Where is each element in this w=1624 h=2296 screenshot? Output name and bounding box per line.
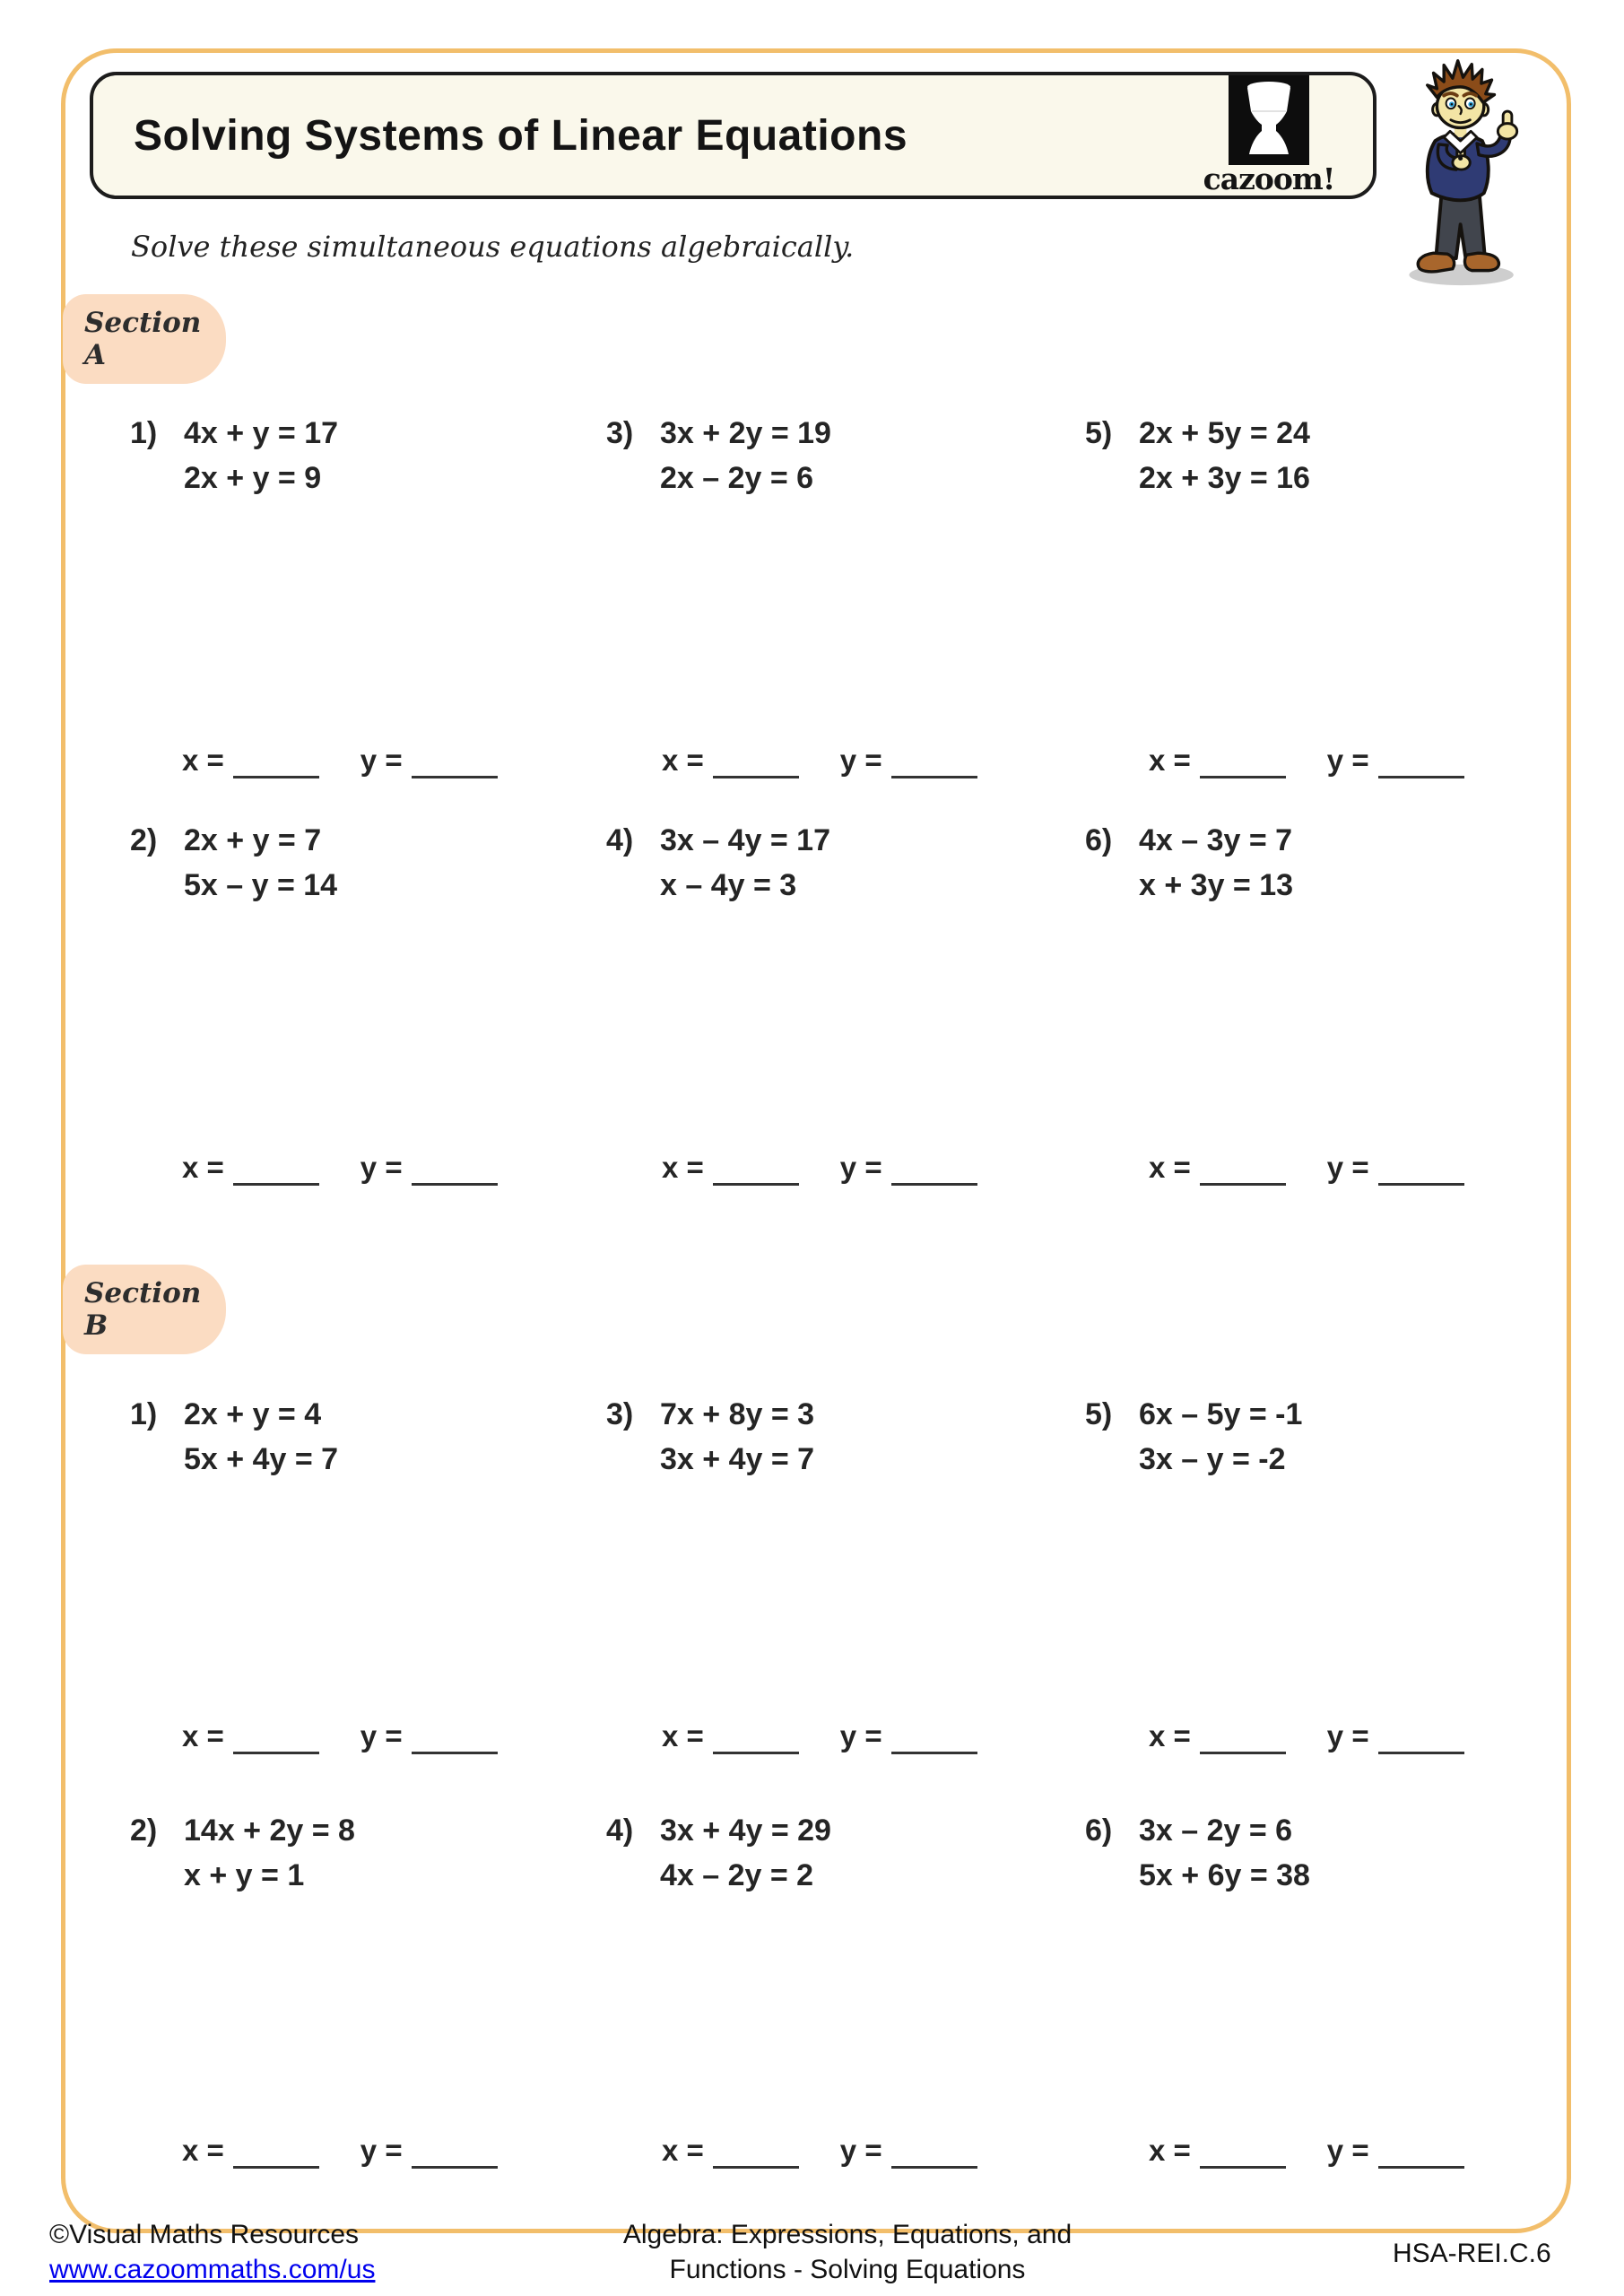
y-equals-label: y =	[1326, 1151, 1369, 1184]
answer-blank-x	[233, 1718, 319, 1754]
y-equals-label: y =	[360, 1719, 403, 1752]
answer-line-b2	[182, 2133, 498, 2169]
equations	[1139, 411, 1310, 500]
logo-text: cazoom!	[1203, 161, 1335, 196]
y-equals-label: y =	[360, 1151, 403, 1184]
problem-b5	[1085, 1392, 1302, 1482]
equation-line-1: 4x + y = 17	[184, 416, 339, 450]
equation-line-2: 5x – y = 14	[184, 868, 338, 902]
answer-blank-x	[713, 1150, 799, 1186]
y-equals-label: y =	[1326, 2134, 1369, 2167]
equation-line-1: 7x + 8y = 3	[660, 1397, 815, 1431]
answer-blank-x	[233, 2133, 319, 2169]
x-equals-label: x =	[182, 1719, 224, 1752]
y-equals-label: y =	[839, 744, 882, 777]
answer-blank-x	[233, 1150, 319, 1186]
problem-number: 5)	[1085, 416, 1113, 450]
answer-line-a6	[1149, 1150, 1464, 1186]
y-equals-label: y =	[1326, 744, 1369, 777]
answer-blank-x	[1200, 1150, 1286, 1186]
answer-blank-x	[713, 743, 799, 778]
answer-blank-y	[412, 743, 498, 778]
answer-line-b1	[182, 1718, 498, 1754]
answer-line-a2	[182, 1150, 498, 1186]
footer-left	[49, 2217, 375, 2287]
problem-b4	[606, 1808, 831, 1898]
answer-line-b4	[662, 2133, 977, 2169]
equations	[184, 411, 338, 500]
problem-number: 4)	[606, 1813, 634, 1848]
answer-blank-y	[1378, 1150, 1464, 1186]
website-link[interactable]: www.cazoommaths.com/us	[49, 2255, 376, 2284]
problem-b6	[1085, 1808, 1310, 1898]
x-equals-label: x =	[662, 1719, 704, 1752]
equations	[184, 818, 337, 908]
x-equals-label: x =	[182, 1151, 224, 1184]
x-equals-label: x =	[662, 2134, 704, 2167]
equation-line-2: x – 4y = 3	[660, 868, 797, 902]
equations	[660, 1392, 814, 1482]
answer-blank-y	[1378, 1718, 1464, 1754]
answer-line-a1	[182, 743, 498, 778]
cazoom-logo	[1188, 75, 1350, 196]
equations	[660, 1808, 831, 1898]
answer-blank-y	[891, 743, 977, 778]
y-equals-label: y =	[360, 2134, 403, 2167]
equation-line-2: 2x – 2y = 6	[660, 461, 814, 495]
equations	[184, 1392, 338, 1482]
problem-number: 3)	[606, 1397, 634, 1431]
problem-a4	[606, 818, 830, 908]
category-line-1: Algebra: Expressions, Equations, and	[622, 2220, 1073, 2249]
equations	[1139, 1392, 1302, 1482]
problem-number: 6)	[1085, 1813, 1113, 1848]
x-equals-label: x =	[182, 744, 224, 777]
copyright-text: ©Visual Maths Resources	[49, 2220, 360, 2249]
answer-blank-y	[412, 1150, 498, 1186]
x-equals-label: x =	[182, 2134, 224, 2167]
equations	[660, 818, 830, 908]
problem-b2	[130, 1808, 355, 1898]
equation-line-2: x + 3y = 13	[1139, 868, 1294, 902]
problem-number: 2)	[130, 1813, 158, 1848]
equation-line-2: x + y = 1	[184, 1858, 305, 1892]
equation-line-1: 3x + 4y = 29	[660, 1813, 831, 1848]
equation-line-2: 3x – y = -2	[1139, 1442, 1286, 1476]
y-equals-label: y =	[839, 2134, 882, 2167]
problem-a6	[1085, 818, 1293, 908]
equation-line-2: 2x + 3y = 16	[1139, 461, 1310, 495]
equation-line-2: 3x + 4y = 7	[660, 1442, 815, 1476]
answer-line-b3	[662, 1718, 977, 1754]
problem-b1	[130, 1392, 338, 1482]
equation-line-1: 3x + 2y = 19	[660, 416, 831, 450]
title-box	[90, 72, 1376, 199]
x-equals-label: x =	[1149, 1151, 1191, 1184]
page-title: Solving Systems of Linear Equations	[134, 111, 908, 160]
problem-number: 2)	[130, 823, 158, 857]
answer-blank-x	[713, 2133, 799, 2169]
y-equals-label: y =	[1326, 1719, 1369, 1752]
equation-line-1: 2x + 5y = 24	[1139, 416, 1310, 450]
x-equals-label: x =	[1149, 744, 1191, 777]
answer-blank-y	[891, 1718, 977, 1754]
answer-blank-y	[412, 2133, 498, 2169]
equations	[184, 1808, 355, 1898]
x-equals-label: x =	[1149, 1719, 1191, 1752]
answer-blank-y	[412, 1718, 498, 1754]
section-b-label-text: Section B	[84, 1277, 202, 1342]
drum-icon	[1229, 75, 1309, 165]
answer-line-a3	[662, 743, 977, 778]
problem-number: 1)	[130, 416, 158, 450]
problem-number: 6)	[1085, 823, 1113, 857]
standard-code: HSA-REI.C.6	[1393, 2239, 1551, 2268]
y-equals-label: y =	[839, 1719, 882, 1752]
equation-line-2: 4x – 2y = 2	[660, 1858, 814, 1892]
category-line-2: Functions - Solving Equations	[669, 2255, 1026, 2284]
equations	[1139, 818, 1293, 908]
answer-blank-y	[891, 2133, 977, 2169]
section-a-label-text: Section A	[84, 307, 202, 371]
boy-thumbs-up-illustration	[1390, 54, 1538, 289]
equation-line-1: 4x – 3y = 7	[1139, 823, 1293, 857]
page-border	[61, 48, 1571, 2233]
answer-line-b5	[1149, 1718, 1464, 1754]
x-equals-label: x =	[662, 1151, 704, 1184]
equation-line-1: 3x – 4y = 17	[660, 823, 831, 857]
y-equals-label: y =	[360, 744, 403, 777]
equation-line-2: 5x + 6y = 38	[1139, 1858, 1310, 1892]
problem-number: 5)	[1085, 1397, 1113, 1431]
equation-line-2: 2x + y = 9	[184, 461, 322, 495]
section-a-label	[63, 294, 226, 384]
problem-a1	[130, 411, 338, 500]
answer-line-b6	[1149, 2133, 1464, 2169]
x-equals-label: x =	[1149, 2134, 1191, 2167]
answer-blank-y	[1378, 2133, 1464, 2169]
x-equals-label: x =	[662, 744, 704, 777]
instruction-text: Solve these simultaneous equations algebraically.	[131, 230, 855, 264]
answer-blank-x	[1200, 2133, 1286, 2169]
answer-blank-x	[713, 1718, 799, 1754]
answer-blank-x	[233, 743, 319, 778]
section-b-label	[63, 1265, 226, 1354]
problem-number: 1)	[130, 1397, 158, 1431]
equations	[660, 411, 831, 500]
footer-category	[534, 2217, 1161, 2287]
y-equals-label: y =	[839, 1151, 882, 1184]
problem-a5	[1085, 411, 1310, 500]
answer-line-a4	[662, 1150, 977, 1186]
answer-line-a5	[1149, 743, 1464, 778]
problem-a3	[606, 411, 831, 500]
equation-line-2: 5x + 4y = 7	[184, 1442, 339, 1476]
answer-blank-y	[891, 1150, 977, 1186]
answer-blank-x	[1200, 743, 1286, 778]
equation-line-1: 2x + y = 7	[184, 823, 322, 857]
equation-line-1: 2x + y = 4	[184, 1397, 322, 1431]
problem-number: 4)	[606, 823, 634, 857]
answer-blank-x	[1200, 1718, 1286, 1754]
problem-b3	[606, 1392, 814, 1482]
problem-number: 3)	[606, 416, 634, 450]
equation-line-1: 6x – 5y = -1	[1139, 1397, 1303, 1431]
equation-line-1: 3x – 2y = 6	[1139, 1813, 1293, 1848]
problem-a2	[130, 818, 337, 908]
answer-blank-y	[1378, 743, 1464, 778]
equations	[1139, 1808, 1310, 1898]
equation-line-1: 14x + 2y = 8	[184, 1813, 355, 1848]
